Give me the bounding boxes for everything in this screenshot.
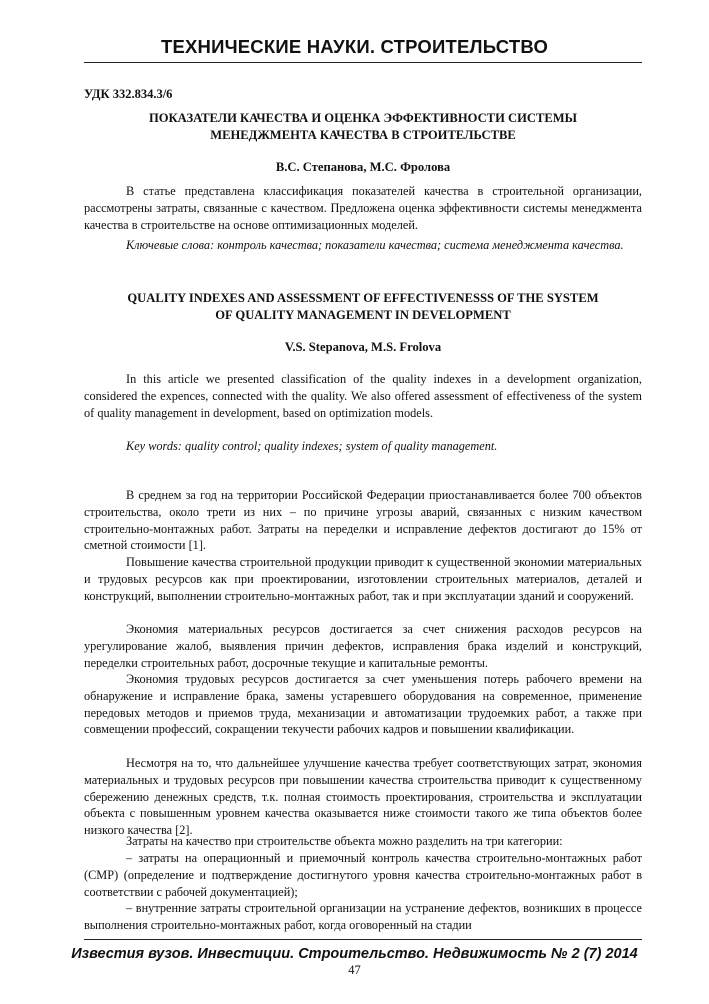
journal-footer: Известия вузов. Инвестиции. Строительство. Недвижимость № 2 (7) 2014 — [71, 946, 638, 962]
udk-code: УДК 332.834.3/6 — [84, 87, 173, 101]
en-authors: V.S. Stepanova, M.S. Frolova — [284, 340, 442, 354]
en-title-line-2: OF QUALITY MANAGEMENT IN DEVELOPMENT — [215, 308, 511, 322]
body-paragraph-1: В среднем за год на территории Российской Федерации приостанавливается более 700 объектов строительства, около трети из них – по причине угрозы аварий, связанных с низким качеством строительно-монтажных работ. Затраты на переделки и исправление дефектов достигают до 15% от сметной стоимости [1]. — [84, 488, 642, 553]
body-paragraph-5: Несмотря на то, что дальнейшее улучшение качества требует соответствующих затрат, экономия материальных и трудовых ресурсов при повышении качества строительства приводит к существенному сбережению денежных средств, т.к. полная стоимость проектирования, строительства и эксплуатации объекта с повышенным уровнем качества оказывается ниже стоимости такого же типа объектов более низкого качества [2]. — [84, 756, 642, 838]
en-title — [84, 290, 642, 324]
body-paragraph-3: Экономия материальных ресурсов достигается за счет снижения расходов ресурсов на урегулирование жалоб, выявления причин дефектов, исправления брака изделий и конструкций, переделки строительных работ, досрочные текущие и капитальные ремонты. — [84, 622, 642, 670]
body-paragraph-2: Повышение качества строительной продукции приводит к существенной экономии материальных и трудовых ресурсов как при проектировании, изготовлении строительных материалов, деталей и конструкций, выполнении строительно-монтажных работ, так и при эксплуатации зданий и сооружений. — [84, 555, 642, 603]
ru-title-line-2: МЕНЕДЖМЕНТА КАЧЕСТВА В СТРОИТЕЛЬСТВЕ — [210, 128, 516, 142]
en-title-line-1: QUALITY INDEXES AND ASSESSMENT OF EFFECTIVENESSS OF THE SYSTEM — [127, 291, 599, 305]
body-paragraph-7: – затраты на операционный и приемочный контроль качества строительно-монтажных работ (СМР) (определение и подтверждение достигнутого уровня качества строительно-монтажных работ в соответствии с рабочей документацией); — [84, 851, 642, 899]
ru-title-line-1: ПОКАЗАТЕЛИ КАЧЕСТВА И ОЦЕНКА ЭФФЕКТИВНОСТИ СИСТЕМЫ — [148, 111, 578, 125]
en-keywords: Key words: quality control; quality indexes; system of quality management. — [126, 439, 498, 453]
body-paragraph-6: Затраты на качество при строительстве объекта можно разделить на три категории: — [126, 834, 563, 848]
ru-keywords: Ключевые слова: контроль качества; показатели качества; система менеджмента качества. — [126, 238, 624, 252]
page-number: 47 — [348, 963, 361, 977]
ru-authors: В.С. Степанова, М.С. Фролова — [275, 160, 451, 174]
footer-divider — [84, 939, 642, 940]
section-header: ТЕХНИЧЕСКИЕ НАУКИ. СТРОИТЕЛЬСТВО — [160, 36, 549, 57]
ru-title — [84, 110, 642, 144]
body-paragraph-8: – внутренние затраты строительной организации на устранение дефектов, возникших в процессе выполнения строительно-монтажных работ, когда оговоренный на стадии — [84, 901, 642, 932]
body-paragraph-4: Экономия трудовых ресурсов достигается за счет уменьшения потерь рабочего времени на обнаружение и исправление брака, замены устаревшего оборудования на современное, применение передовых методов и приемов труда, механизации и автоматизации трудоемких работ, а также при совмещении профессий, сокращении текучести рабочих кадров и повышении квалификации. — [84, 672, 642, 737]
ru-abstract: В статье представлена классификация показателей качества в строительной организации, рассмотрены затраты, связанные с качеством. Предложена оценка эффективности системы менеджмента качества в строительстве на основе оптимизационных моделей. — [84, 184, 642, 232]
en-abstract: In this article we presented classification of the quality indexes in a development organization, considered the expences, connected with the quality. We also offered assessment of effectiveness of the system of quality management in development, based on optimization models. — [84, 372, 642, 420]
header-divider — [84, 62, 642, 63]
